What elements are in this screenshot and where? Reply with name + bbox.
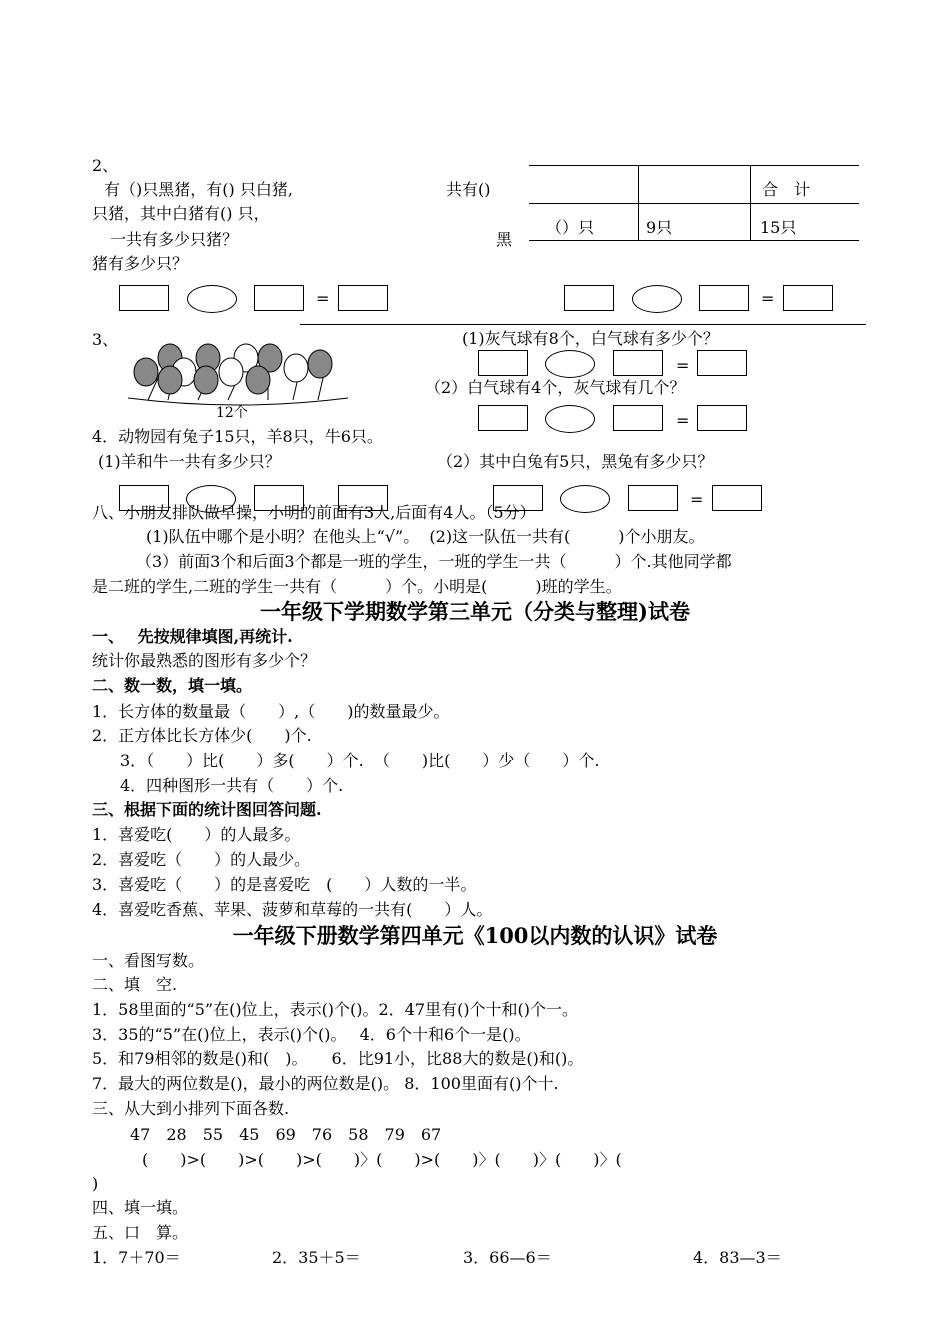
q8-line1: 八、小朋友排队做早操，小明的前面有3人,后面有4人。（5分）	[92, 503, 536, 522]
answer-box[interactable]	[697, 405, 747, 431]
table-cell-black: （）只	[546, 218, 595, 237]
balloon-count-label: 12个	[216, 405, 248, 421]
equals-sign: =	[316, 289, 330, 308]
unit3-s3-item: 1．喜爱吃( ）的人最多。	[92, 825, 301, 844]
q2-line4: 猪有多少只？	[92, 254, 189, 273]
unit3-s2-item: 4．四种图形一共有（ ）个.	[120, 776, 344, 795]
unit4-order-line: ( )>( )>( )>( )〉( )>( )〉( )〉( )〉(	[142, 1150, 622, 1169]
unit4-s5: 五、口 算。	[92, 1223, 189, 1242]
answer-box[interactable]	[613, 350, 663, 376]
operator-oval[interactable]	[560, 485, 610, 513]
answer-box[interactable]	[697, 350, 747, 376]
answer-box[interactable]	[254, 485, 304, 511]
answer-box[interactable]	[338, 485, 388, 511]
unit4-numbers: 47 28 55 45 69 76 58 79 67	[130, 1125, 442, 1144]
unit4-s4: 四、填一填。	[92, 1198, 189, 1217]
unit3-s2-item: 1．长方体的数量最（ ）,（ )的数量最少。	[92, 702, 450, 721]
operator-oval[interactable]	[545, 405, 595, 433]
q2-line1: 有（)只黑猪，有() 只白猪,	[104, 180, 293, 199]
q2-line2: 只猪，其中白猪有() 只，	[92, 204, 270, 223]
q8-line4: 是二班的学生,二班的学生一共有（ ）个。小明是( )班的学生。	[92, 577, 622, 596]
calc-item: 4．83—3＝	[693, 1248, 782, 1267]
q3-sub1: (1)灰气球有8个，白气球有多少个？	[462, 329, 719, 348]
answer-box[interactable]	[628, 485, 678, 511]
answer-box[interactable]	[478, 350, 528, 376]
unit3-s2-head: 二、数一数，填一填。	[92, 676, 253, 695]
q4-text: 4．动物园有兔子15只，羊8只，牛6只。	[92, 427, 383, 446]
unit3-title: 一年级下学期数学第三单元（分类与整理)试卷	[260, 599, 690, 624]
equals-sign: =	[676, 356, 690, 375]
q4-sub1: (1)羊和牛一共有多少只？	[98, 452, 281, 471]
operator-oval[interactable]	[186, 485, 236, 513]
answer-box[interactable]	[699, 285, 749, 311]
calc-item: 3．66—6＝	[463, 1248, 552, 1267]
unit4-fill-item: 1．58里面的“5”在()位上，表示()个()。2．47里有()个十和()个一。	[92, 1000, 579, 1019]
q3-number: 3、	[92, 330, 119, 349]
unit3-s3-item: 4．喜爱吃香蕉、苹果、菠萝和草莓的一共有( ）人。	[92, 900, 493, 919]
table-total-header: 合 计	[762, 180, 811, 199]
q4-sub2: （2）其中白兔有5只，黑兔有多少只？	[437, 452, 714, 471]
answer-box[interactable]	[712, 485, 762, 511]
unit4-order-end: )	[92, 1174, 99, 1193]
unit3-s1-question: 统计你最熟悉的图形有多少个？	[92, 651, 317, 670]
equals-sign: =	[676, 411, 690, 430]
unit4-fill-item: 3．35的“5”在()位上，表示()个()。 4．6个十和6个一是()。	[92, 1025, 531, 1044]
calc-item: 1．7＋70＝	[92, 1248, 181, 1267]
answer-box[interactable]	[783, 285, 833, 311]
answer-box[interactable]	[564, 285, 614, 311]
q2-number: 2、	[92, 156, 119, 175]
table-cell-white: 9只	[646, 218, 673, 237]
q2-right-a: 共有()	[446, 180, 491, 199]
q3-sub2: （2）白气球有4个，灰气球有几个？	[425, 378, 686, 397]
table-cell-total: 15只	[760, 218, 797, 237]
unit3-s3-item: 2．喜爱吃（ ）的人最少。	[92, 850, 311, 869]
unit3-s2-item: 3．（ ）比( ）多( ）个. （ )比( ）少（ ）个.	[120, 751, 600, 770]
operator-oval[interactable]	[545, 350, 595, 378]
answer-box[interactable]	[613, 405, 663, 431]
answer-box[interactable]	[338, 285, 388, 311]
answer-box[interactable]	[254, 285, 304, 311]
unit3-s1-head: 一、 先按规律填图,再统计.	[92, 627, 293, 646]
q8-line2: (1)队伍中哪个是小明？在他头上“√”。 (2)这一队伍一共有( )个小朋友。	[146, 527, 705, 546]
operator-oval[interactable]	[187, 285, 237, 313]
unit3-s2-item: 2．正方体比长方体少( )个.	[92, 726, 312, 745]
q2-line3: 一共有多少只猪？	[110, 230, 239, 249]
answer-box[interactable]	[478, 405, 528, 431]
unit4-s2: 二、填 空.	[92, 975, 178, 994]
answer-box[interactable]	[119, 485, 169, 511]
calc-item: 2．35＋5＝	[272, 1248, 361, 1267]
unit4-title: 一年级下册数学第四单元《100以内数的认识》试卷	[232, 923, 718, 948]
q8-line3: （3）前面3个和后面3个都是一班的学生，一班的学生一共（ ）个.其他同学都	[136, 552, 732, 571]
divider	[300, 324, 866, 325]
unit4-fill-item: 5．和79相邻的数是()和( )。 6．比91小，比88大的数是()和()。	[92, 1049, 584, 1068]
operator-oval[interactable]	[632, 285, 682, 313]
unit3-s3-item: 3．喜爱吃（ ）的是喜爱吃 ( ）人数的一半。	[92, 875, 477, 894]
unit4-s3: 三、从大到小排列下面各数.	[92, 1099, 290, 1118]
answer-box[interactable]	[493, 485, 543, 511]
equals-sign: =	[690, 490, 704, 509]
equals-sign: =	[761, 289, 775, 308]
unit4-fill-item: 7．最大的两位数是()，最小的两位数是()。 8．100里面有()个十.	[92, 1074, 559, 1093]
unit3-s3-head: 三、根据下面的统计图回答问题.	[92, 800, 322, 819]
unit4-s1: 一、看图写数。	[92, 951, 205, 970]
q2-right-b: 黑	[496, 230, 513, 249]
answer-box[interactable]	[119, 285, 169, 311]
